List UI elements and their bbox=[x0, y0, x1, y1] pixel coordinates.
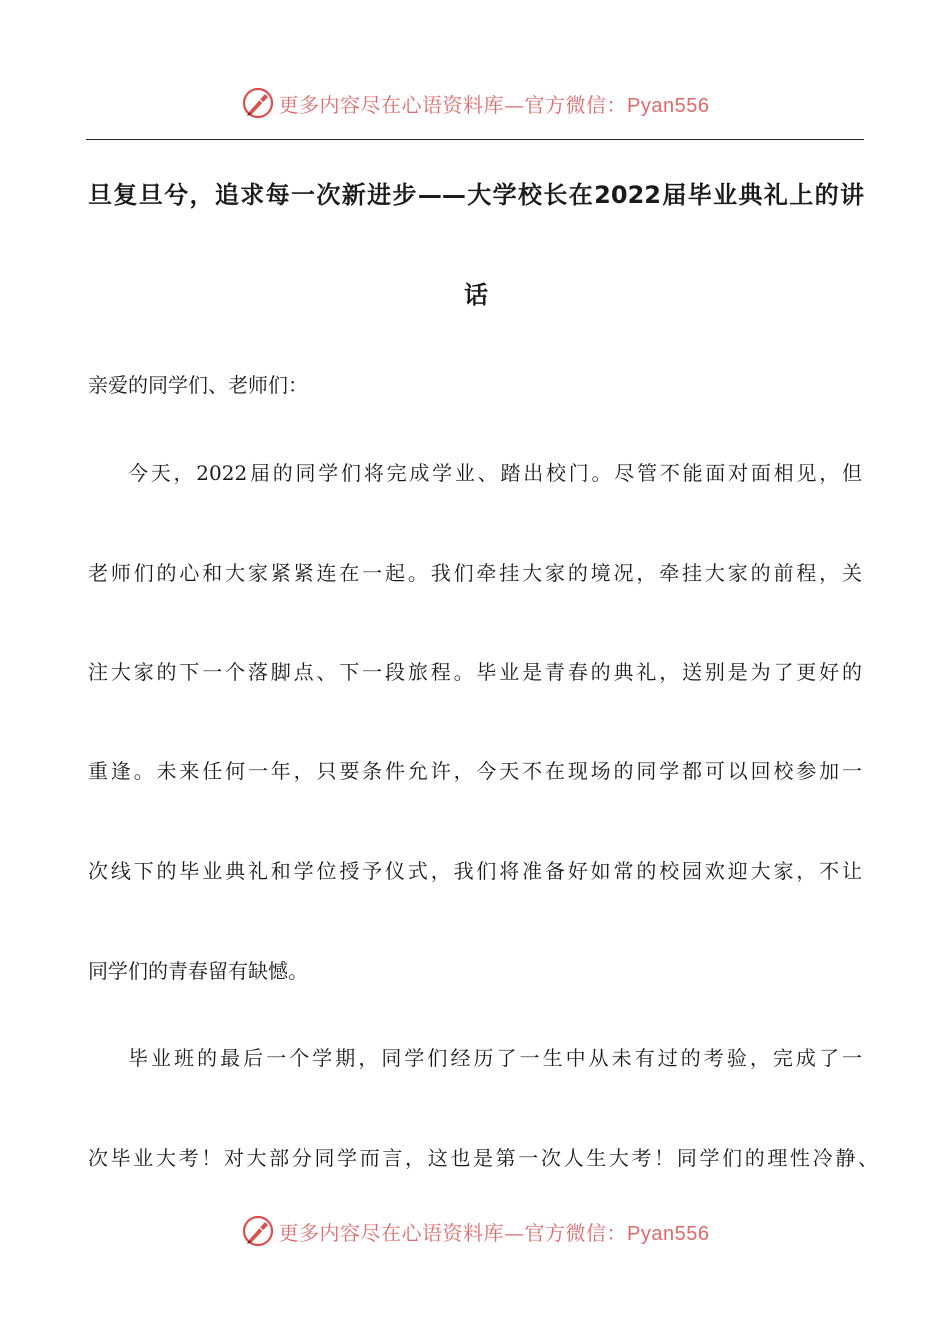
watermark-wechat-id: Pyan556 bbox=[627, 1222, 710, 1245]
header-watermark bbox=[0, 80, 950, 126]
document-title-line-1: 旦复旦兮，追求每一次新进步——大学校长在2022届毕业典礼上的讲 bbox=[88, 181, 864, 209]
paragraph-line: 次线下的毕业典礼和学位授予仪式，我们将准备好如常的校园欢迎大家，不让 bbox=[88, 859, 862, 883]
paragraph-line: 注大家的下一个落脚点、下一段旅程。毕业是青春的典礼，送别是为了更好的 bbox=[88, 660, 862, 684]
paragraph-line: 同学们的青春留有缺憾。 bbox=[88, 959, 308, 983]
paragraph-line: 次毕业大考！对大部分同学而言，这也是第一次人生大考！同学们的理性冷静、 bbox=[88, 1146, 878, 1170]
pen-logo-icon bbox=[241, 86, 275, 120]
paragraph-line: 今天，2022届的同学们将完成学业、踏出校门。尽管不能面对面相见，但 bbox=[128, 461, 862, 485]
watermark-label: 更多内容尽在心语资料库—官方微信： bbox=[278, 1220, 628, 1245]
salutation: 亲爱的同学们、老师们： bbox=[88, 373, 308, 397]
watermark-label: 更多内容尽在心语资料库—官方微信： bbox=[278, 92, 628, 117]
paragraph-line: 老师们的心和大家紧紧连在一起。我们牵挂大家的境况，牵挂大家的前程，关 bbox=[88, 561, 862, 585]
paragraph-line: 毕业班的最后一个学期，同学们经历了一生中从未有过的考验，完成了一 bbox=[128, 1046, 862, 1070]
header-divider bbox=[86, 139, 864, 140]
document-title-line-2: 话 bbox=[464, 281, 488, 309]
watermark-text bbox=[279, 1217, 710, 1246]
paragraph-line: 重逢。未来任何一年，只要条件允许，今天不在现场的同学都可以回校参加一 bbox=[88, 759, 862, 783]
watermark-wechat-id: Pyan556 bbox=[627, 94, 710, 117]
pen-logo-icon bbox=[241, 1214, 275, 1248]
watermark-text bbox=[279, 89, 710, 118]
footer-watermark bbox=[0, 1208, 950, 1254]
